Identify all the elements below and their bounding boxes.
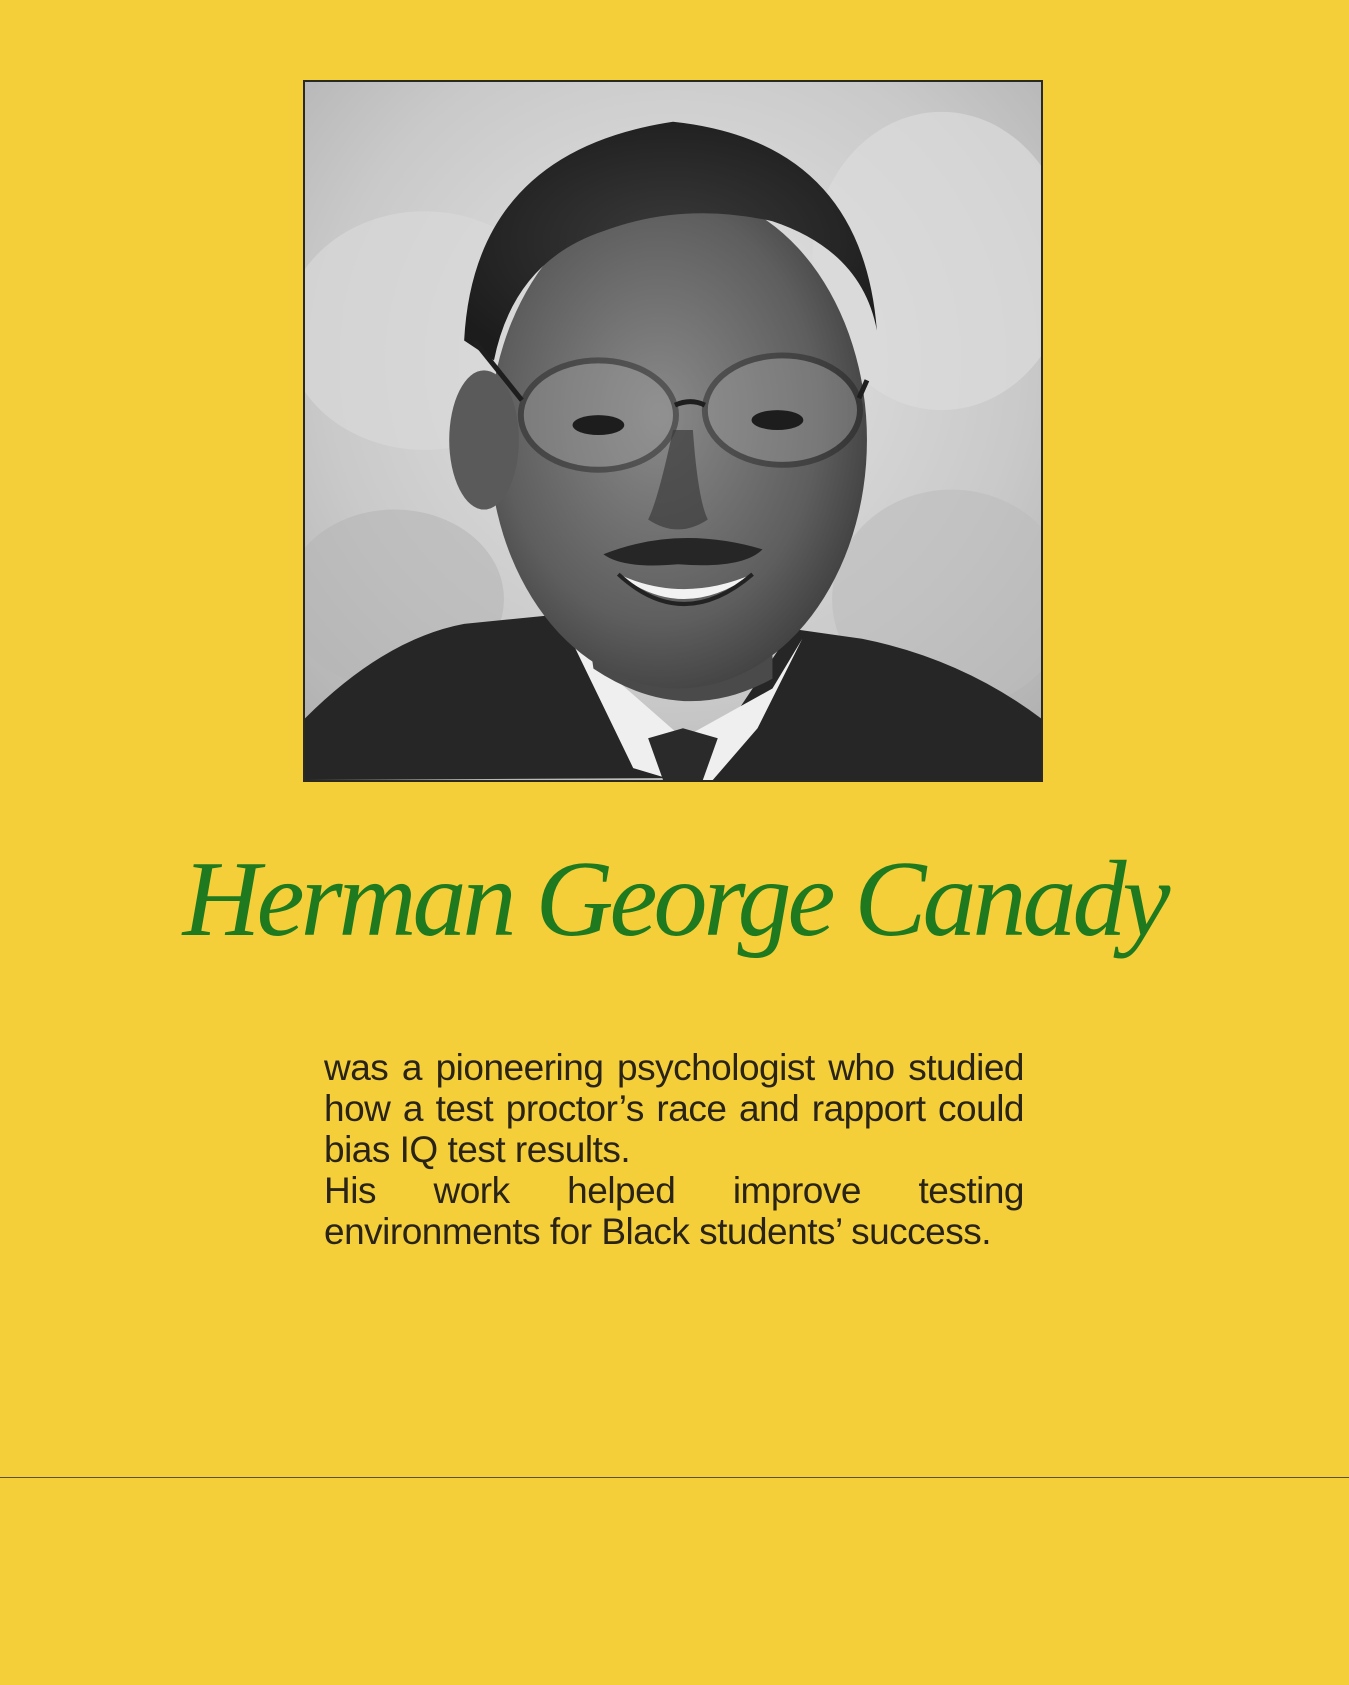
bio-paragraph-2: His work helped improve testing environments for Black students’ success. — [324, 1170, 1024, 1252]
person-name: Herman George Canady — [182, 840, 1167, 959]
bio-text — [324, 1047, 1024, 1252]
bio-paragraph-1: was a pioneering psychologist who studied how a test proctor’s race and rapport could bias IQ test results. — [324, 1047, 1024, 1170]
portrait-photo — [303, 80, 1043, 782]
bottom-divider — [0, 1477, 1349, 1478]
portrait-illustration — [305, 82, 1041, 780]
